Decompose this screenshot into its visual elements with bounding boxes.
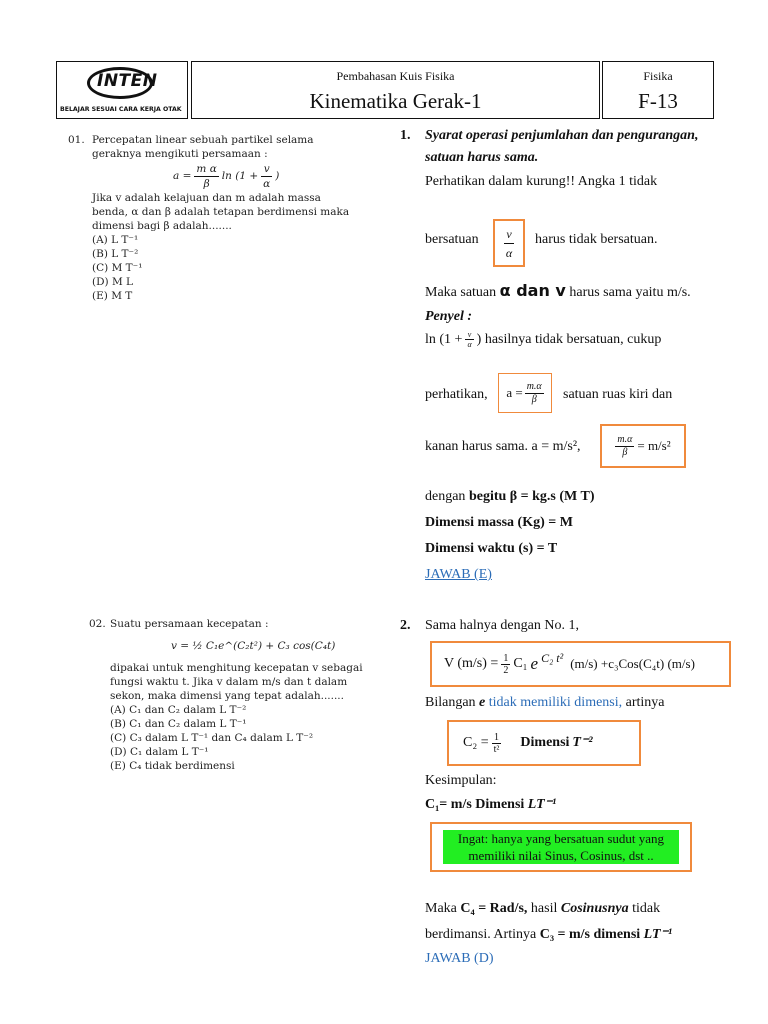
q2-option: (B) C₁ dan C₂ dalam L T⁻¹ (110, 718, 247, 730)
a2-line-4: C₁= m/s Dimensi LT⁻¹ (425, 797, 557, 812)
a2-note-box (430, 822, 692, 872)
q1-option: (C) M T⁻¹ (92, 262, 143, 274)
header-subject: Fisika (643, 69, 673, 83)
a1-heading-1: Syarat operasi penjumlahan dan pengurangan, (425, 128, 699, 143)
q1-intro: Percepatan linear sebuah partikel selama (92, 134, 314, 146)
logo-box (56, 61, 188, 119)
title-box (191, 61, 600, 119)
q2-body-1: dipakai untuk menghitung kecepatan v sebagai (110, 662, 363, 674)
a2-line-5: Maka C₄ = Rad/s, hasil Cosinusnya tidak (425, 901, 661, 916)
logo-text: INTEN (97, 71, 158, 91)
logo-tagline: BELAJAR SESUAI CARA KERJA OTAK (60, 106, 182, 113)
a1-fraction-box: $\frac{v}{\alpha}$ (493, 219, 525, 267)
a1-unit-box: $\frac{m.\alpha}{\beta}$ = m/s² (600, 424, 686, 468)
a1-line-5a: perhatikan, (425, 387, 488, 402)
a2-equation-box: V (m/s) = $\frac{1}{2}$ C₁ e $^{C_2 t^2}$ (m/s) +c₃Cos(C₄t) (m/s) (430, 641, 731, 687)
q2-option: (D) C₁ dalam L T⁻¹ (110, 746, 209, 758)
q1-number: 01. (68, 134, 85, 146)
answer-1 (400, 127, 740, 191)
question-2 (89, 617, 374, 773)
a1-line-2a: bersatuan (425, 232, 479, 247)
a1-line-1: Perhatikan dalam kurung!! Angka 1 tidak (425, 174, 658, 189)
page-title: Kinematika Gerak-1 (309, 89, 482, 113)
a1-line-9: Dimensi waktu (s) = T (425, 541, 558, 556)
q1-body-3: dimensi bagi β adalah....... (92, 220, 232, 232)
a1-line-4: ln (1 + $\frac{v}{\alpha}$ ) hasilnya tidak bersatuan, cukup (425, 330, 662, 349)
a2-answer-link[interactable]: JAWAB (D) (425, 951, 494, 966)
q2-option: (E) C₄ tidak berdimensi (110, 760, 235, 772)
question-1 (68, 133, 363, 303)
a1-line-6a: kanan harus sama. a = m/s², (425, 439, 581, 454)
header-code: F-13 (638, 89, 678, 113)
q1-option: (A) L T⁻¹ (92, 234, 139, 246)
a2-line-6: berdimansi. Artinya C₃ = m/s dimensi LT⁻¹ (425, 927, 673, 942)
q1-body-1: Jika v adalah kelajuan dan m adalah massa (92, 192, 321, 204)
q1-option: (E) M T (92, 290, 133, 302)
a1-accel-box: a = $\frac{m.\alpha}{\beta}$ (498, 373, 552, 413)
a1-answer-link[interactable]: JAWAB (E) (425, 567, 492, 582)
a1-line-5b: satuan ruas kiri dan (563, 387, 673, 402)
q2-body-2: fungsi waktu t. Jika v dalam m/s dan t dalam (110, 676, 348, 688)
a1-line-2b: harus tidak bersatuan. (535, 232, 658, 247)
q2-body-3: sekon, maka dimensi yang tepat adalah....... (110, 690, 344, 702)
a2-note: Ingat: hanya yang bersatuan sudut yang memiliki nilai Sinus, Cosinus, dst .. (443, 830, 679, 864)
a2-number: 2. (400, 618, 411, 633)
q2-option: (C) C₃ dalam L T⁻¹ dan C₄ dalam L T⁻² (110, 732, 314, 744)
q1-intro2: geraknya mengikuti persamaan : (92, 148, 268, 160)
a2-line-1: Sama halnya dengan No. 1, (425, 618, 579, 633)
a1-heading-2: satuan harus sama. (425, 150, 539, 165)
q2-number: 02. (89, 618, 106, 630)
a1-line-7: dengan begitu β = kg.s (M T) (425, 489, 595, 504)
q1-body-2: benda, α dan β adalah tetapan berdimensi maka (92, 206, 350, 218)
a2-c2-box: C₂ = $\frac{1}{\text{t²}}$ Dimensi T⁻² (447, 720, 641, 766)
q2-option: (A) C₁ dan C₂ dalam L T⁻² (110, 704, 247, 716)
header-subtitle: Pembahasan Kuis Fisika (336, 69, 455, 83)
a2-line-3: Kesimpulan: (425, 773, 497, 788)
q2-equation: v = ½ C₁e^(C₂t²) + C₃ cos(C₄t) (171, 640, 336, 652)
code-box (602, 61, 714, 119)
a1-penyel: Penyel : (425, 309, 473, 324)
q1-equation: a = $\frac{\text{m α}}{\beta}$ ln (1 + $\frac{v}{\alpha}$ ) (173, 162, 280, 190)
q2-intro: Suatu persamaan kecepatan : (110, 618, 269, 630)
q1-option: (D) M L (92, 276, 134, 288)
a1-line-3: Maka satuan α dan v harus sama yaitu m/s. (425, 281, 691, 300)
q1-option: (B) L T⁻² (92, 248, 139, 260)
a1-line-8: Dimensi massa (Kg) = M (425, 515, 573, 530)
a1-number: 1. (400, 128, 411, 143)
a2-line-2: Bilangan e tidak memiliki dimensi, artinya (425, 695, 665, 710)
